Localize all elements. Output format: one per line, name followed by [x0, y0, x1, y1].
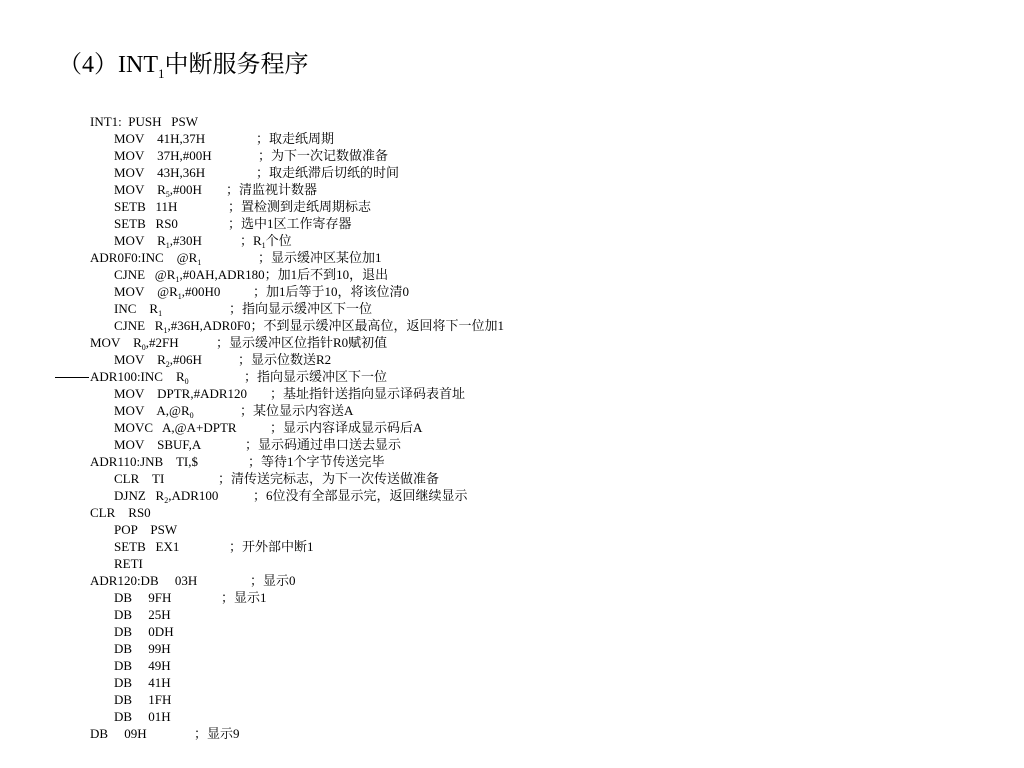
code-line [0, 522, 1024, 538]
title-subscript: 1 [157, 66, 165, 81]
page-title [58, 50, 308, 89]
code-instruction: SETB RS0 [114, 216, 178, 231]
code-line [0, 420, 1024, 436]
code-instruction: DB 0DH [114, 624, 174, 639]
code-comment: ；开外部中断1 [229, 539, 314, 554]
code-instruction: CJNE $R_1,\#36H,ADR0F0$；不到显示缓冲区最高位，返回将下一位加1 [114, 318, 505, 335]
code-instruction: MOV $R_2,\#06H$ [114, 352, 202, 369]
code-instruction: DB 9FH [114, 590, 172, 605]
code-line [0, 318, 1024, 334]
code-line [0, 284, 1024, 300]
code-line [0, 352, 1024, 368]
arrow-dash-line [55, 377, 89, 378]
code-instruction: INC $R_1$ [114, 301, 163, 318]
code-line [0, 301, 1024, 317]
code-comment: ；置检测到走纸周期标志 [228, 199, 372, 214]
code-comment: ；选中1区工作寄存器 [228, 216, 352, 231]
title-suffix: 中断服务程序 [164, 52, 309, 78]
code-instruction: MOV DPTR,#ADR120 [114, 386, 248, 401]
code-line [0, 709, 1024, 725]
title-prefix: （4）INT [58, 52, 158, 78]
code-line [0, 369, 1024, 385]
code-comment: ；取走纸周期 [256, 131, 335, 146]
code-instruction: POP PSW [114, 522, 178, 537]
code-comment: ；显示1 [221, 590, 267, 605]
code-instruction: MOV $R_0,\#2FH$ [90, 335, 179, 352]
code-line [0, 488, 1024, 504]
code-instruction: MOV 37H,#00H [114, 148, 212, 163]
code-instruction: CLR RS0 [90, 505, 151, 520]
code-line [0, 267, 1024, 283]
code-comment: ；指向显示缓冲区下一位 [244, 369, 388, 384]
code-comment: ；显示9 [194, 726, 240, 741]
code-line [0, 607, 1024, 623]
code-comment: ；显示缓冲区某位加1 [258, 250, 382, 265]
code-comment: ；某位显示内容送A [240, 403, 354, 418]
code-comment: ；显示位数送R2 [238, 352, 332, 367]
code-line [0, 386, 1024, 402]
code-instruction: MOVC A,@A+DPTR [114, 420, 237, 435]
code-line [0, 199, 1024, 215]
code-comment: ；$R_1$个位 [240, 233, 292, 250]
code-instruction: DB 1FH [114, 692, 172, 707]
code-comment: ；显示0 [250, 573, 296, 588]
code-line [0, 505, 1024, 521]
code-instruction: MOV SBUF,A [114, 437, 202, 452]
code-instruction: MOV 41H,37H [114, 131, 206, 146]
code-instruction: DJNZ $R_2,ADR100$ [114, 488, 219, 505]
code-line [0, 454, 1024, 470]
code-comment: ；显示内容译成显示码后A [270, 420, 423, 435]
code-comment: ；取走纸滞后切纸的时间 [256, 165, 400, 180]
code-line [0, 471, 1024, 487]
code-line [0, 250, 1024, 266]
code-line [0, 437, 1024, 453]
code-comment: ；显示码通过串口送去显示 [245, 437, 402, 452]
code-instruction: CJNE $@R_1,\#0AH,ADR180$；加1后不到10，退出 [114, 267, 389, 284]
code-instruction: MOV $A,@R_0$ [114, 403, 194, 420]
code-line [0, 335, 1024, 351]
code-instruction: DB 99H [114, 641, 171, 656]
code-line [0, 590, 1024, 606]
code-instruction: MOV $R_5,\#00H$ [114, 182, 202, 199]
code-instruction: SETB 11H [114, 199, 178, 214]
code-instruction: MOV 43H,36H [114, 165, 206, 180]
code-comment: ；等待1个字节传送完毕 [248, 454, 385, 469]
code-line [0, 726, 1024, 742]
code-instruction: ADR120:DB 03H [90, 573, 198, 588]
code-comment: ；指向显示缓冲区下一位 [229, 301, 373, 316]
code-instruction: MOV $@R_1,\#00H0$ [114, 284, 221, 301]
code-comment: ；清传送完标志，为下一次传送做准备 [218, 471, 440, 486]
code-line [0, 131, 1024, 147]
code-instruction: INT1: PUSH PSW [90, 114, 198, 129]
code-instruction: ADR100:INC $R_0$ [90, 369, 189, 386]
code-line [0, 658, 1024, 674]
code-line [0, 182, 1024, 198]
code-line [0, 165, 1024, 181]
code-instruction: DB 09H [90, 726, 147, 741]
code-instruction: DB 01H [114, 709, 171, 724]
code-instruction: DB 49H [114, 658, 171, 673]
code-instruction: ADR0F0:INC $@R_1$ [90, 250, 202, 267]
code-comment: ；基址指针送指向显示译码表首址 [270, 386, 466, 401]
code-comment: ；显示缓冲区位指针R0赋初值 [216, 335, 388, 350]
code-line [0, 539, 1024, 555]
code-line [0, 233, 1024, 249]
code-instruction: RETI [114, 556, 143, 571]
code-instruction: MOV $R_1,\#30H$ [114, 233, 202, 250]
code-instruction: ADR110:JNB TI,$ [90, 454, 198, 469]
code-comment: ；6位没有全部显示完，返回继续显示 [253, 488, 468, 503]
code-line [0, 692, 1024, 708]
code-line [0, 624, 1024, 640]
code-comment: ；清监视计数器 [226, 182, 318, 197]
code-line [0, 148, 1024, 164]
code-line [0, 641, 1024, 657]
code-line [0, 573, 1024, 589]
code-line [0, 675, 1024, 691]
code-instruction: SETB EX1 [114, 539, 180, 554]
code-instruction: DB 25H [114, 607, 171, 622]
code-line [0, 216, 1024, 232]
code-line [0, 556, 1024, 572]
code-instruction: CLR TI [114, 471, 165, 486]
code-instruction: DB 41H [114, 675, 171, 690]
code-comment: ；加1后等于10，将该位清0 [253, 284, 410, 299]
code-line [0, 114, 1024, 130]
code-line [0, 403, 1024, 419]
code-comment: ；为下一次记数做准备 [258, 148, 389, 163]
